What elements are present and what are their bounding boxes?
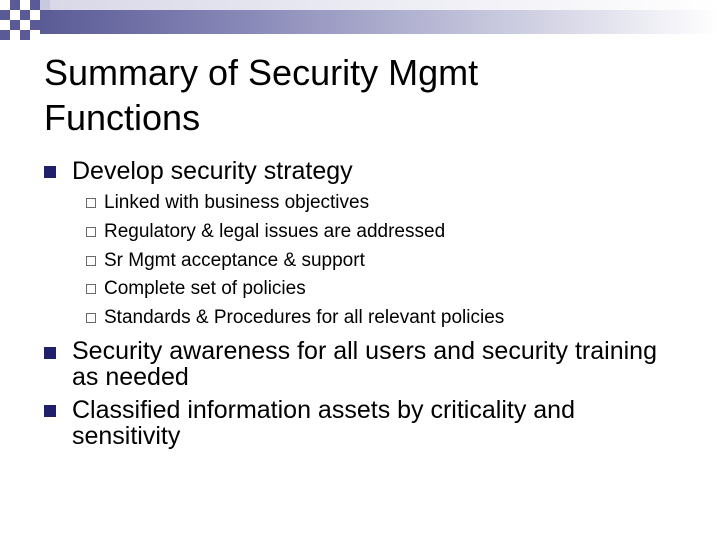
slide-title bbox=[44, 50, 684, 140]
checker-square bbox=[20, 30, 30, 40]
checker-square bbox=[0, 0, 10, 10]
checker-square bbox=[0, 20, 10, 30]
checker-square bbox=[10, 10, 20, 20]
bullet-text: Security awareness for all users and security training as needed bbox=[72, 337, 657, 391]
square-bullet-icon bbox=[44, 166, 56, 178]
checker-square bbox=[40, 0, 50, 10]
checker-square bbox=[20, 0, 30, 10]
slide-title-line: Summary of Security Mgmt bbox=[44, 52, 479, 93]
checker-square bbox=[30, 0, 40, 10]
checker-square bbox=[20, 20, 30, 30]
square-bullet-icon bbox=[44, 405, 56, 417]
checkbox-bullet-icon bbox=[86, 284, 96, 294]
header-decoration bbox=[0, 0, 720, 44]
sub-bullet-text: Sr Mgmt acceptance & support bbox=[104, 250, 365, 271]
header-gradient-top bbox=[50, 0, 720, 10]
checker-square bbox=[30, 10, 40, 20]
checkbox-bullet-icon bbox=[86, 198, 96, 208]
checker-square bbox=[10, 20, 20, 30]
checker-square bbox=[10, 0, 20, 10]
bullet-text: Develop security strategy bbox=[72, 157, 353, 185]
checkbox-bullet-icon bbox=[86, 227, 96, 237]
checker-square bbox=[0, 30, 10, 40]
square-bullet-icon bbox=[44, 347, 56, 359]
checker-square bbox=[30, 30, 40, 40]
checkbox-bullet-icon bbox=[86, 313, 96, 323]
sub-bullet-text: Standards & Procedures for all relevant policies bbox=[104, 307, 505, 328]
sub-bullet-text: Regulatory & legal issues are addressed bbox=[104, 221, 446, 242]
bullet-text: Classified information assets by criticality and sensitivity bbox=[72, 396, 575, 450]
slide-title-line: Functions bbox=[44, 97, 201, 138]
checker-square bbox=[10, 30, 20, 40]
checker-square bbox=[20, 10, 30, 20]
checkbox-bullet-icon bbox=[86, 256, 96, 266]
checker-square bbox=[0, 10, 10, 20]
checker-square bbox=[30, 20, 40, 30]
header-gradient-band bbox=[40, 10, 720, 34]
sub-bullet-text: Complete set of policies bbox=[104, 278, 306, 299]
sub-bullet-text: Linked with business objectives bbox=[104, 192, 370, 213]
